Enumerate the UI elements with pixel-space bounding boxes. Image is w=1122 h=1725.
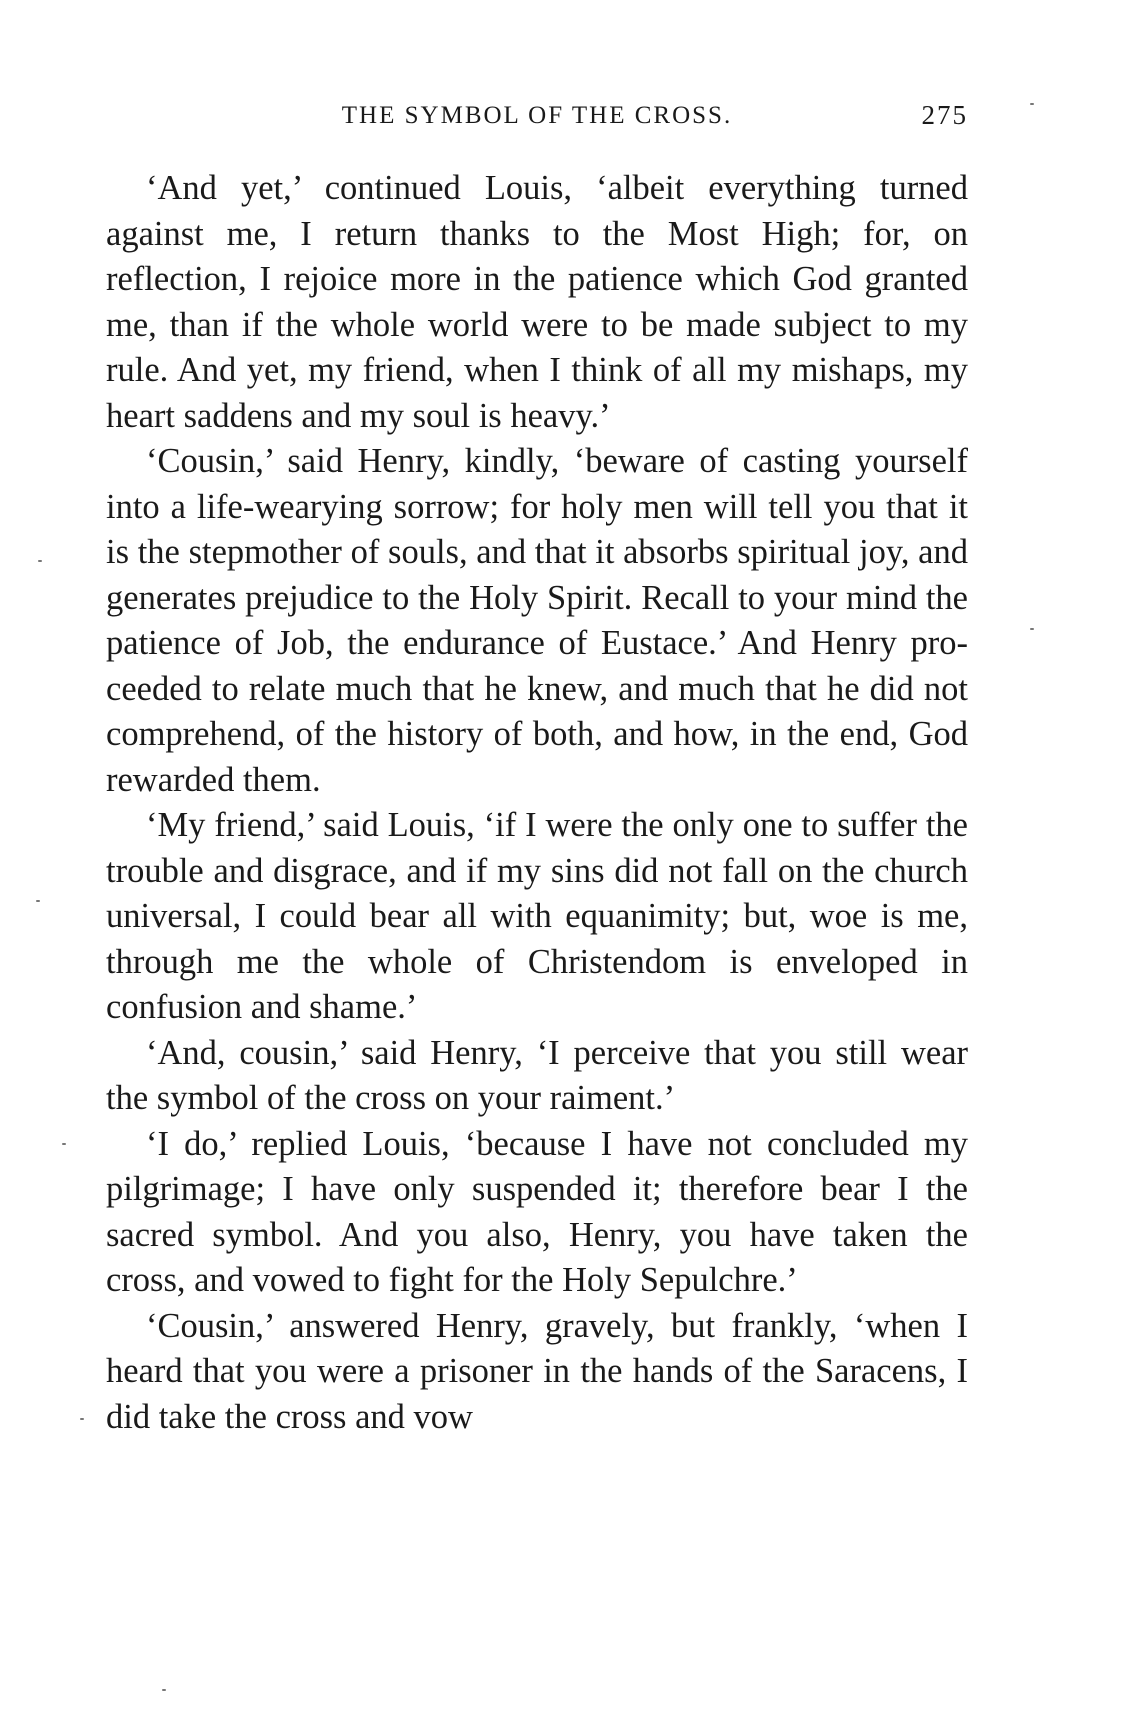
- running-title: THE SYMBOL OF THE CROSS.: [341, 102, 733, 129]
- scan-speck: [80, 1418, 84, 1420]
- scan-speck: [1030, 628, 1034, 630]
- scan-speck: [162, 1689, 166, 1691]
- page-number: 275: [921, 100, 968, 130]
- paragraph: ‘And, cousin,’ said Henry, ‘I perceive that you still wear the symbol of the cross on your raiment.’: [106, 1033, 968, 1117]
- paragraph: ‘And yet,’ continued Louis, ‘albeit everything turned against me, I return thanks to the Most High; for, on reflection, I rejoice more in the patience which God granted me, than if the whole world were to be made subject to my rule. And yet, my friend, when I think of all my mishaps, my heart saddens and my soul is heavy.’: [106, 169, 968, 435]
- scan-speck: [1030, 103, 1034, 105]
- running-head: [106, 96, 968, 136]
- paragraph: ‘My friend,’ said Louis, ‘if I were the only one to suffer the trouble and disgrace, and if my sins did not fall on the church universal, I could bear all with equanimity; but, woe is me, through me the whole of Christendom is enveloped in confusion and shame.’: [106, 806, 968, 1026]
- body-text: [106, 166, 968, 1440]
- paragraph: ‘Cousin,’ answered Henry, gravely, but frankly, ‘when I heard that you were a prisoner in the hands of the Saracens, I did take the cross and vow: [106, 1306, 968, 1436]
- paragraph: ‘I do,’ replied Louis, ‘because I have not concluded my pilgrimage; I have only suspended it; therefore bear I the sacred symbol. And you also, Henry, you have taken the cross, and vowed to fight for the Holy Sepulchre.’: [106, 1124, 968, 1299]
- scan-speck: [36, 900, 40, 902]
- scan-speck: [62, 1143, 66, 1145]
- scan-speck: [38, 560, 42, 562]
- paragraph: ‘Cousin,’ said Henry, kindly, ‘beware of casting yourself into a life-wearying sorrow; for holy men will tell you that it is the stepmother of souls, and that it absorbs spiritual joy, and generates prejudice to the Holy Spirit. Recall to your mind the patience of Job, the endurance of Eustace.’ And Henry proceeded to relate much that he knew, and much that he did not comprehend, of the history of both, and how, in the end, God rewarded them.: [106, 442, 968, 799]
